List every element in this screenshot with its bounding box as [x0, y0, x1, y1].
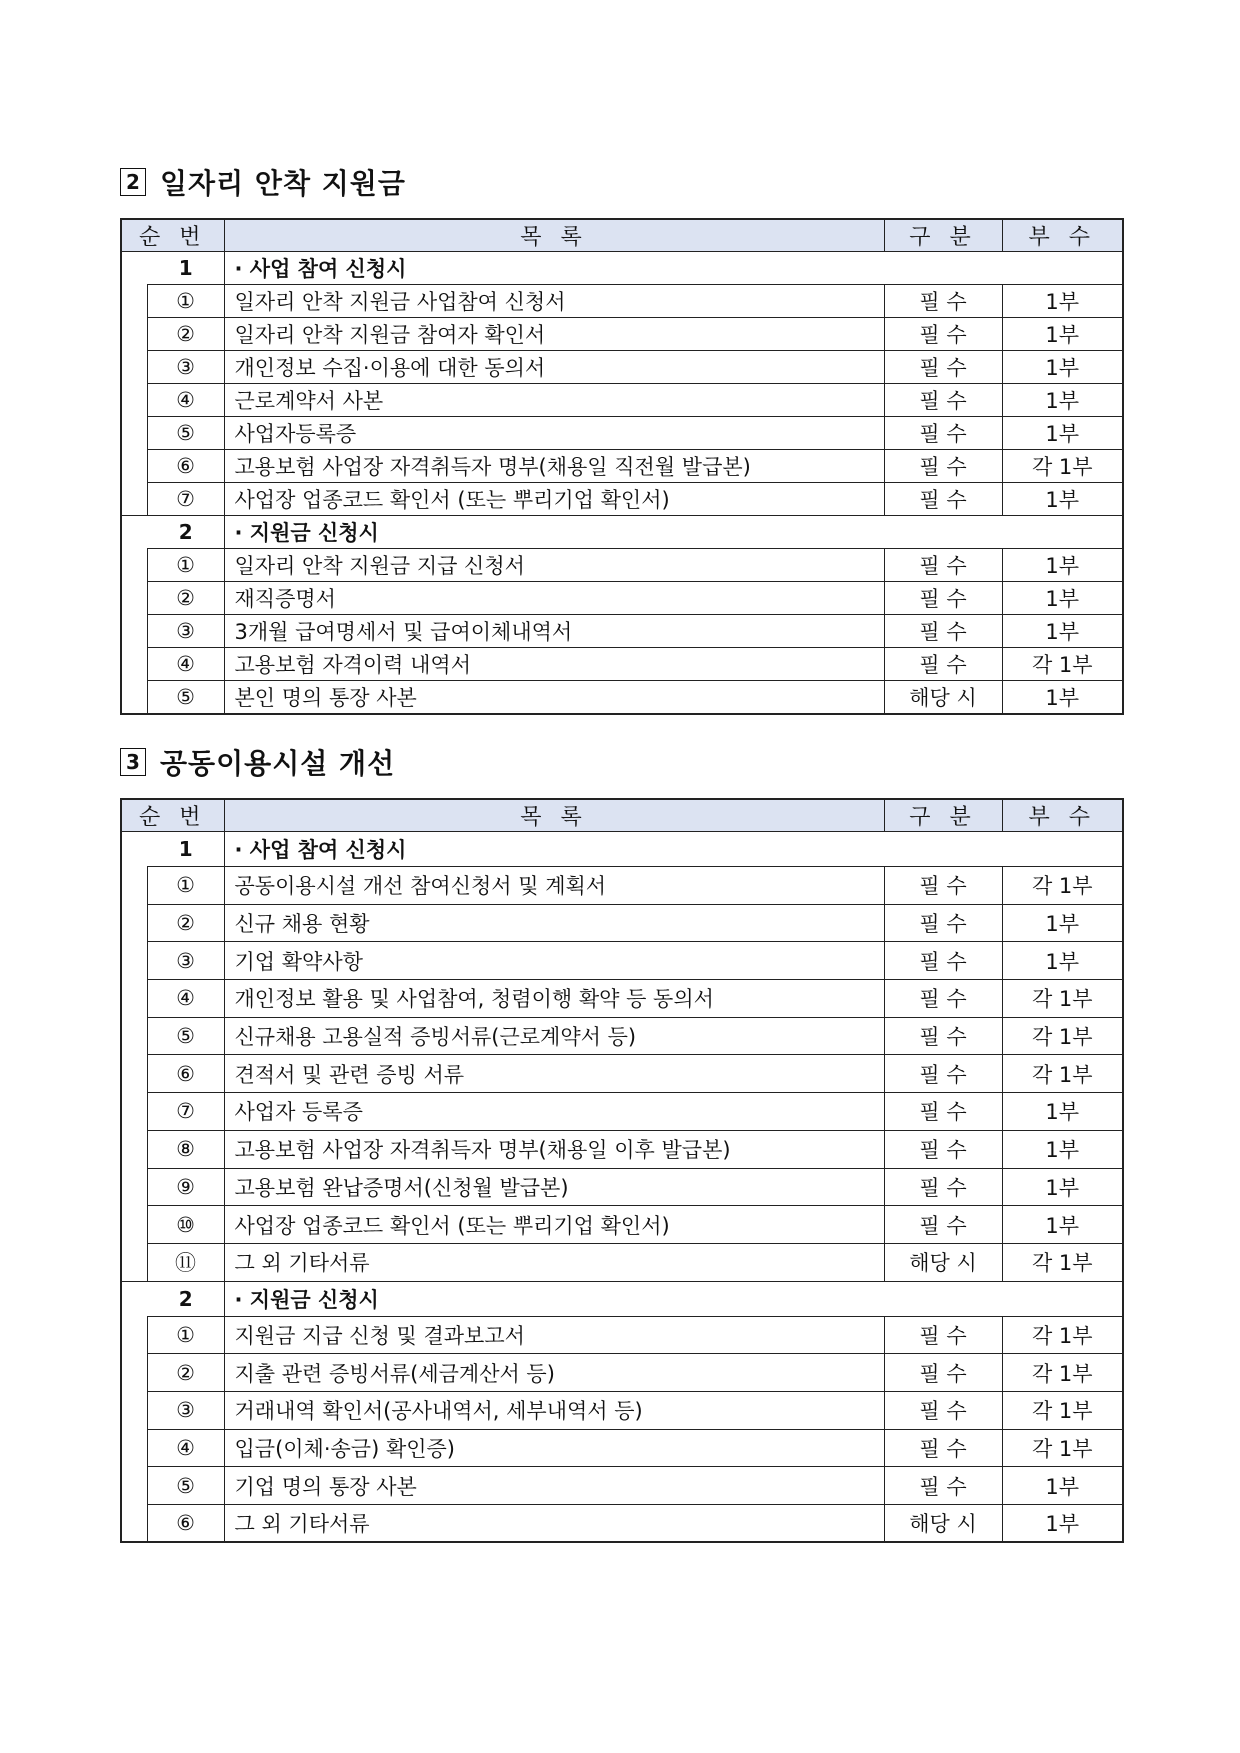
- indent-cell: [121, 1354, 147, 1392]
- item-category: 필 수: [884, 615, 1002, 648]
- item-count: 1부: [1002, 1168, 1123, 1206]
- item-category: 필 수: [884, 450, 1002, 483]
- item-name: 견적서 및 관련 증빙 서류: [224, 1055, 884, 1093]
- item-name: 고용보험 자격이력 내역서: [224, 648, 884, 681]
- table-row: [121, 1316, 1123, 1354]
- section-heading: [120, 740, 1120, 784]
- item-count: 각 1부: [1002, 450, 1123, 483]
- item-number: ⑤: [147, 417, 224, 450]
- item-number: ⑩: [147, 1206, 224, 1244]
- item-category: 필 수: [884, 1055, 1002, 1093]
- item-count: 각 1부: [1002, 1429, 1123, 1467]
- item-count: 1부: [1002, 582, 1123, 615]
- indent-cell: [121, 351, 147, 384]
- item-number: ⑥: [147, 1055, 224, 1093]
- table-row: [121, 1354, 1123, 1392]
- table-row: [121, 867, 1123, 905]
- item-name: 고용보험 사업장 자격취득자 명부(채용일 직전월 발급본): [224, 450, 884, 483]
- table-row: [121, 1055, 1123, 1093]
- item-category: 필 수: [884, 1130, 1002, 1168]
- item-number: ②: [147, 1354, 224, 1392]
- item-name: 근로계약서 사본: [224, 384, 884, 417]
- item-name: 재직증명서: [224, 582, 884, 615]
- group-title: · 지원금 신청시: [224, 516, 1123, 549]
- table-row: [121, 615, 1123, 648]
- item-number: ⑨: [147, 1168, 224, 1206]
- header-seq: 순 번: [121, 799, 224, 832]
- group-row: [121, 832, 1123, 867]
- item-count: 각 1부: [1002, 1017, 1123, 1055]
- table-header-row: [121, 219, 1123, 252]
- item-count: 1부: [1002, 1093, 1123, 1131]
- indent-cell: [121, 483, 147, 516]
- item-category: 필 수: [884, 417, 1002, 450]
- item-category: 필 수: [884, 285, 1002, 318]
- item-count: 1부: [1002, 942, 1123, 980]
- item-category: 필 수: [884, 1429, 1002, 1467]
- group-row: [121, 516, 1123, 549]
- item-category: 필 수: [884, 351, 1002, 384]
- table-row: [121, 549, 1123, 582]
- item-number: ⑧: [147, 1130, 224, 1168]
- item-category: 필 수: [884, 1093, 1002, 1131]
- item-count: 1부: [1002, 318, 1123, 351]
- document-table: [120, 218, 1124, 715]
- item-count: 1부: [1002, 1130, 1123, 1168]
- table-row: [121, 1206, 1123, 1244]
- item-count: 각 1부: [1002, 1243, 1123, 1281]
- item-count: 1부: [1002, 904, 1123, 942]
- item-name: 거래내역 확인서(공사내역서, 세부내역서 등): [224, 1391, 884, 1429]
- item-name: 사업자등록증: [224, 417, 884, 450]
- table-row: [121, 417, 1123, 450]
- item-name: 사업장 업종코드 확인서 (또는 뿌리기업 확인서): [224, 1206, 884, 1244]
- table-row: [121, 942, 1123, 980]
- item-name: 개인정보 활용 및 사업참여, 청렴이행 확약 등 동의서: [224, 980, 884, 1018]
- item-category: 필 수: [884, 384, 1002, 417]
- item-number: ⑦: [147, 483, 224, 516]
- item-name: 고용보험 사업장 자격취득자 명부(채용일 이후 발급본): [224, 1130, 884, 1168]
- table-row: [121, 1391, 1123, 1429]
- table-row: [121, 1429, 1123, 1467]
- item-category: 필 수: [884, 942, 1002, 980]
- indent-cell: [121, 1206, 147, 1244]
- indent-cell: [121, 1505, 147, 1543]
- indent-cell: [121, 1168, 147, 1206]
- item-category: 해당 시: [884, 1505, 1002, 1543]
- group-title: · 사업 참여 신청시: [224, 832, 1123, 867]
- item-count: 1부: [1002, 615, 1123, 648]
- section-heading: [120, 160, 1120, 204]
- table-row: [121, 1467, 1123, 1505]
- item-category: 필 수: [884, 1168, 1002, 1206]
- header-list: 목 록: [224, 799, 884, 832]
- item-count: 1부: [1002, 1467, 1123, 1505]
- indent-cell: [121, 980, 147, 1018]
- item-number: ⑤: [147, 1017, 224, 1055]
- indent-cell: [121, 1017, 147, 1055]
- item-name: 고용보험 완납증명서(신청월 발급본): [224, 1168, 884, 1206]
- item-number: ④: [147, 980, 224, 1018]
- indent-cell: [121, 1093, 147, 1131]
- item-count: 각 1부: [1002, 1055, 1123, 1093]
- header-count: 부 수: [1002, 799, 1123, 832]
- item-name: 본인 명의 통장 사본: [224, 681, 884, 714]
- item-count: 각 1부: [1002, 1354, 1123, 1392]
- item-name: 일자리 안착 지원금 참여자 확인서: [224, 318, 884, 351]
- table-body: [121, 832, 1123, 1543]
- item-number: ③: [147, 351, 224, 384]
- indent-cell: [121, 615, 147, 648]
- item-name: 사업자 등록증: [224, 1093, 884, 1131]
- table-row: [121, 1093, 1123, 1131]
- group-number: 2: [121, 1281, 224, 1316]
- item-count: 각 1부: [1002, 867, 1123, 905]
- table-row: [121, 1168, 1123, 1206]
- item-number: ①: [147, 867, 224, 905]
- item-category: 필 수: [884, 1316, 1002, 1354]
- item-category: 필 수: [884, 1467, 1002, 1505]
- item-category: 필 수: [884, 483, 1002, 516]
- item-count: 1부: [1002, 417, 1123, 450]
- table-row: [121, 285, 1123, 318]
- table-row: [121, 648, 1123, 681]
- group-number: 1: [121, 252, 224, 285]
- indent-cell: [121, 285, 147, 318]
- indent-cell: [121, 681, 147, 714]
- table-header-row: [121, 799, 1123, 832]
- item-number: ③: [147, 615, 224, 648]
- item-number: ①: [147, 549, 224, 582]
- indent-cell: [121, 450, 147, 483]
- item-count: 각 1부: [1002, 648, 1123, 681]
- item-category: 필 수: [884, 648, 1002, 681]
- item-number: ③: [147, 942, 224, 980]
- indent-cell: [121, 549, 147, 582]
- item-number: ⑪: [147, 1243, 224, 1281]
- item-number: ⑥: [147, 1505, 224, 1543]
- item-number: ④: [147, 1429, 224, 1467]
- item-number: ⑦: [147, 1093, 224, 1131]
- group-number: 1: [121, 832, 224, 867]
- table-row: [121, 384, 1123, 417]
- item-category: 필 수: [884, 1391, 1002, 1429]
- item-count: 1부: [1002, 285, 1123, 318]
- indent-cell: [121, 1391, 147, 1429]
- indent-cell: [121, 1429, 147, 1467]
- table-row: [121, 904, 1123, 942]
- table-row: [121, 582, 1123, 615]
- item-name: 입금(이체·송금) 확인증): [224, 1429, 884, 1467]
- item-name: 기업 확약사항: [224, 942, 884, 980]
- item-category: 필 수: [884, 980, 1002, 1018]
- item-number: ⑥: [147, 450, 224, 483]
- indent-cell: [121, 1467, 147, 1505]
- indent-cell: [121, 417, 147, 450]
- section-title: 공동이용시설 개선: [160, 747, 396, 780]
- group-row: [121, 252, 1123, 285]
- item-category: 필 수: [884, 549, 1002, 582]
- table-row: [121, 681, 1123, 714]
- item-name: 3개월 급여명세서 및 급여이체내역서: [224, 615, 884, 648]
- item-number: ⑤: [147, 681, 224, 714]
- item-name: 지원금 지급 신청 및 결과보고서: [224, 1316, 884, 1354]
- item-name: 지출 관련 증빙서류(세금계산서 등): [224, 1354, 884, 1392]
- item-number: ⑤: [147, 1467, 224, 1505]
- item-name: 일자리 안착 지원금 사업참여 신청서: [224, 285, 884, 318]
- indent-cell: [121, 942, 147, 980]
- item-name: 그 외 기타서류: [224, 1505, 884, 1543]
- indent-cell: [121, 318, 147, 351]
- group-title: · 지원금 신청시: [224, 1281, 1123, 1316]
- item-category: 해당 시: [884, 681, 1002, 714]
- indent-cell: [121, 1243, 147, 1281]
- indent-cell: [121, 1316, 147, 1354]
- item-category: 필 수: [884, 1017, 1002, 1055]
- header-category: 구 분: [884, 799, 1002, 832]
- header-count: 부 수: [1002, 219, 1123, 252]
- section-shared-facility: [120, 740, 1120, 1543]
- header-seq: 순 번: [121, 219, 224, 252]
- item-count: 각 1부: [1002, 980, 1123, 1018]
- indent-cell: [121, 582, 147, 615]
- item-count: 1부: [1002, 483, 1123, 516]
- item-count: 1부: [1002, 681, 1123, 714]
- item-count: 1부: [1002, 549, 1123, 582]
- item-count: 1부: [1002, 351, 1123, 384]
- header-category: 구 분: [884, 219, 1002, 252]
- item-number: ③: [147, 1391, 224, 1429]
- item-number: ④: [147, 648, 224, 681]
- item-number: ②: [147, 318, 224, 351]
- indent-cell: [121, 904, 147, 942]
- document-table: [120, 798, 1124, 1543]
- indent-cell: [121, 1130, 147, 1168]
- item-name: 개인정보 수집·이용에 대한 동의서: [224, 351, 884, 384]
- item-name: 신규 채용 현황: [224, 904, 884, 942]
- table-row: [121, 1243, 1123, 1281]
- indent-cell: [121, 648, 147, 681]
- item-number: ②: [147, 904, 224, 942]
- item-count: 1부: [1002, 1505, 1123, 1543]
- table-row: [121, 318, 1123, 351]
- item-count: 1부: [1002, 384, 1123, 417]
- item-name: 그 외 기타서류: [224, 1243, 884, 1281]
- item-name: 사업장 업종코드 확인서 (또는 뿌리기업 확인서): [224, 483, 884, 516]
- group-number: 2: [121, 516, 224, 549]
- indent-cell: [121, 1055, 147, 1093]
- section-job-settlement: [120, 160, 1120, 715]
- table-row: [121, 980, 1123, 1018]
- item-count: 각 1부: [1002, 1391, 1123, 1429]
- table-body: [121, 252, 1123, 714]
- item-number: ②: [147, 582, 224, 615]
- item-category: 필 수: [884, 582, 1002, 615]
- indent-cell: [121, 867, 147, 905]
- item-number: ①: [147, 285, 224, 318]
- item-count: 각 1부: [1002, 1316, 1123, 1354]
- section-number: 3: [120, 748, 146, 776]
- item-name: 공동이용시설 개선 참여신청서 및 계획서: [224, 867, 884, 905]
- table-row: [121, 1505, 1123, 1543]
- indent-cell: [121, 384, 147, 417]
- item-category: 필 수: [884, 318, 1002, 351]
- item-category: 필 수: [884, 1354, 1002, 1392]
- group-row: [121, 1281, 1123, 1316]
- table-row: [121, 483, 1123, 516]
- section-number: 2: [120, 168, 146, 196]
- item-name: 신규채용 고용실적 증빙서류(근로계약서 등): [224, 1017, 884, 1055]
- header-list: 목 록: [224, 219, 884, 252]
- item-category: 필 수: [884, 1206, 1002, 1244]
- table-row: [121, 450, 1123, 483]
- table-row: [121, 351, 1123, 384]
- group-title: · 사업 참여 신청시: [224, 252, 1123, 285]
- item-name: 일자리 안착 지원금 지급 신청서: [224, 549, 884, 582]
- item-category: 필 수: [884, 904, 1002, 942]
- item-number: ①: [147, 1316, 224, 1354]
- table-row: [121, 1130, 1123, 1168]
- item-category: 필 수: [884, 867, 1002, 905]
- item-name: 기업 명의 통장 사본: [224, 1467, 884, 1505]
- item-category: 해당 시: [884, 1243, 1002, 1281]
- item-number: ④: [147, 384, 224, 417]
- section-title: 일자리 안착 지원금: [160, 167, 406, 200]
- item-count: 1부: [1002, 1206, 1123, 1244]
- table-row: [121, 1017, 1123, 1055]
